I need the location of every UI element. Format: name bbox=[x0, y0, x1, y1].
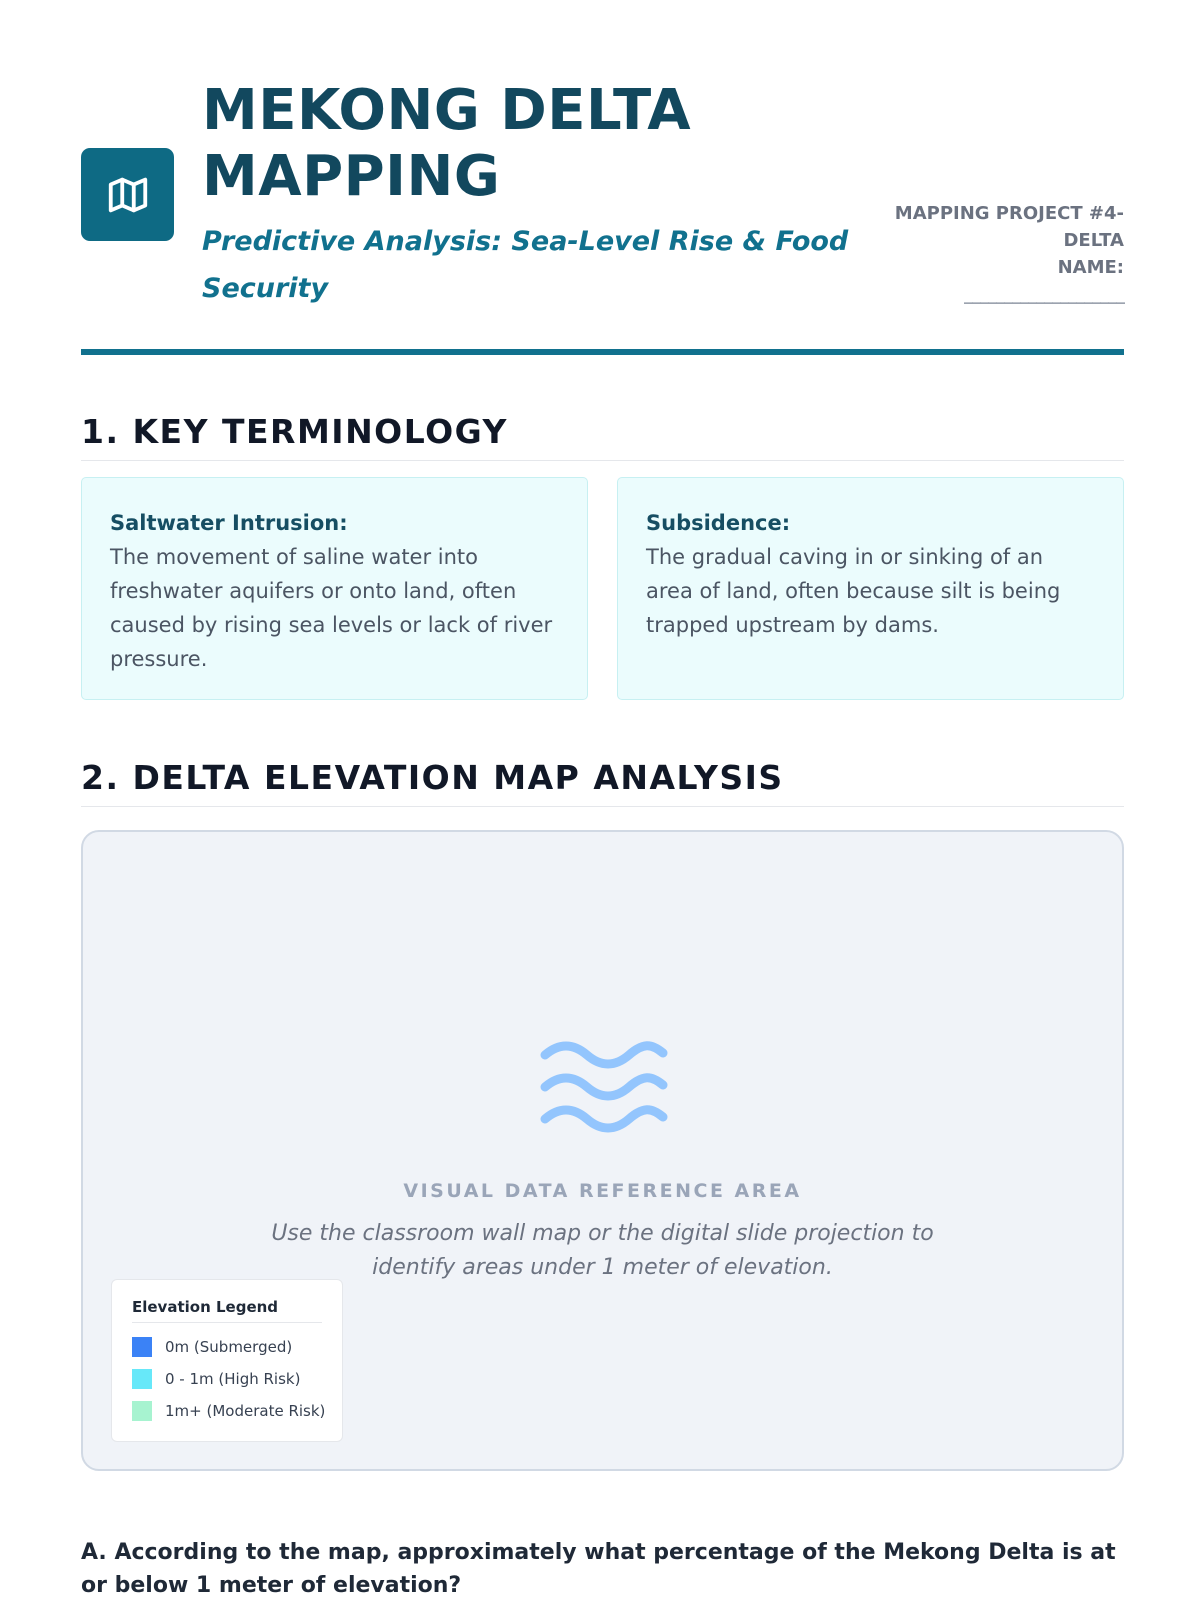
term-definition: The movement of saline water into freshwater aquifers or onto land, often caused by rising sea levels or lack of river pressure. bbox=[110, 545, 553, 671]
legend-item-high-risk bbox=[132, 1363, 322, 1395]
project-number-line1: MAPPING PROJECT #4- bbox=[894, 203, 1124, 224]
term-title: Subsidence: bbox=[646, 511, 791, 535]
reference-area-instructions: Use the classroom wall map or the digital slide projection to identify areas under 1 meter of elevation. bbox=[271, 1221, 934, 1280]
reference-area-title: VISUAL DATA REFERENCE AREA bbox=[403, 1180, 802, 1202]
legend-swatch-cyan bbox=[132, 1369, 152, 1389]
title-line-1: MEKONG DELTA bbox=[202, 78, 692, 143]
legend-title: Elevation Legend bbox=[132, 1298, 322, 1323]
legend-label: 0 - 1m (High Risk) bbox=[165, 1370, 301, 1388]
title-block bbox=[202, 78, 862, 312]
legend-swatch-blue bbox=[132, 1337, 152, 1357]
name-blank: ____________________ bbox=[964, 284, 1124, 305]
legend-swatch-mint bbox=[132, 1401, 152, 1421]
term-card-subsidence bbox=[617, 477, 1124, 700]
legend-label: 0m (Submerged) bbox=[165, 1338, 293, 1356]
page-title bbox=[202, 78, 862, 210]
question-a: A. According to the map, approximately what percentage of the Mekong Delta is at or below 1 meter of elevation? bbox=[81, 1540, 1116, 1598]
term-definition: The gradual caving in or sinking of an area of land, often because silt is being trapped upstream by dams. bbox=[646, 545, 1061, 637]
waves-icon bbox=[539, 1037, 669, 1137]
project-meta bbox=[884, 200, 1124, 308]
elevation-legend bbox=[111, 1279, 343, 1442]
header bbox=[81, 78, 1124, 318]
header-divider bbox=[81, 349, 1124, 355]
section-heading-map-analysis: 2. DELTA ELEVATION MAP ANALYSIS bbox=[81, 756, 1124, 807]
title-line-2: MAPPING bbox=[202, 144, 501, 209]
term-title: Saltwater Intrusion: bbox=[110, 511, 348, 535]
page-subtitle: Predictive Analysis: Sea-Level Rise & Food Security bbox=[202, 226, 849, 304]
term-card-saltwater-intrusion bbox=[81, 477, 588, 700]
map-icon bbox=[81, 148, 174, 241]
legend-item-submerged bbox=[132, 1331, 322, 1363]
legend-item-moderate-risk bbox=[132, 1395, 326, 1427]
project-number-line2: DELTA bbox=[1063, 230, 1124, 251]
name-label: NAME: bbox=[1057, 257, 1124, 278]
section-heading-terminology: 1. KEY TERMINOLOGY bbox=[81, 410, 1124, 461]
map-reference-panel bbox=[81, 830, 1124, 1471]
legend-label: 1m+ (Moderate Risk) bbox=[165, 1402, 326, 1420]
